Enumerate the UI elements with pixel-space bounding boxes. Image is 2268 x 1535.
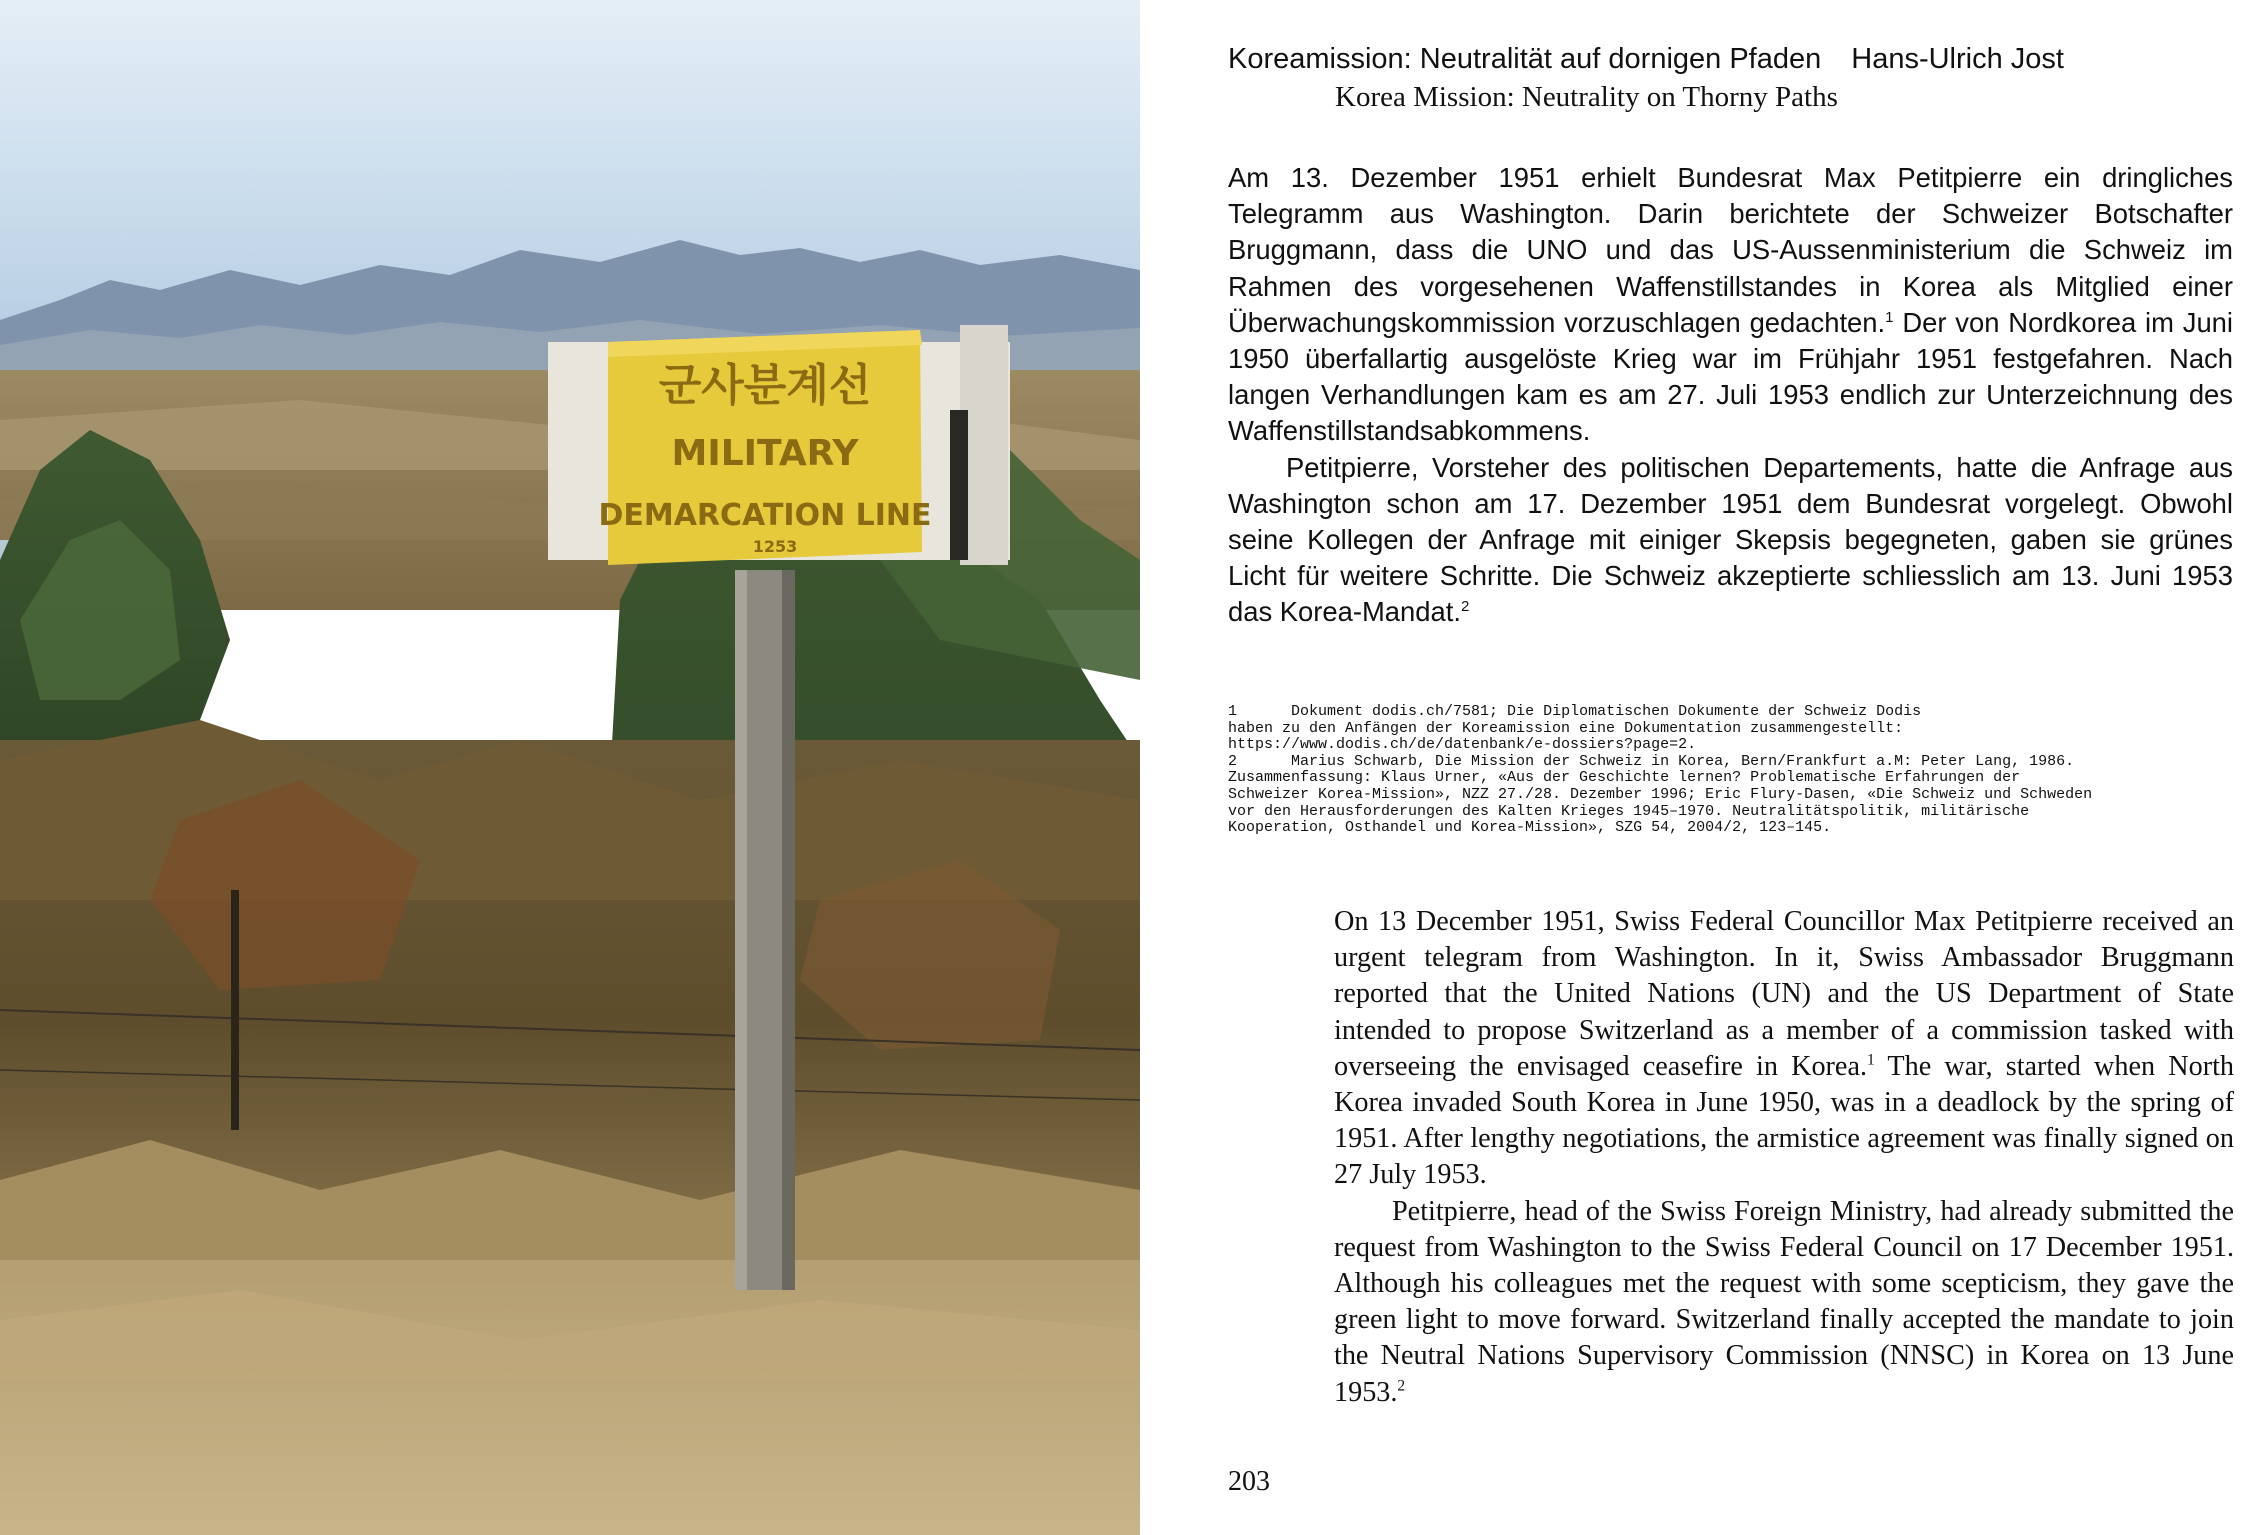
- footnote-ref-en-1: 1: [1867, 1051, 1875, 1069]
- paragraph-de-2: [1228, 450, 2233, 631]
- body-text-german: [1228, 160, 2233, 631]
- paragraph-de-2-text: Petitpierre, Vorsteher des politischen Departements, hatte die Anfrage aus Washington schon am 17. Dezember 1951 dem Bundesrat vorgelegt. Obwohl seine Kollegen der Anfrage mit einiger Skepsis begegneten, gaben sie grünes Licht für weitere Schritte. Die Schweiz akzeptierte schliesslich am 13. Juni 1953 das Korea-Mandat.: [1228, 451, 2233, 628]
- sign-number-text: 1253: [752, 537, 798, 556]
- sign-line2-text: DEMARCATION LINE: [598, 498, 932, 533]
- footnotes: [1228, 704, 2238, 837]
- footnote-ref-en-2: 2: [1397, 1377, 1406, 1395]
- paragraph-de-1-text: Am 13. Dezember 1951 erhielt Bundesrat Max Petitpierre ein dringliches Telegramm aus Washington. Darin berichtete der Schweizer Botschafter Bruggmann, dass die UNO und das US-Aussenministerium die Schweiz im Rahmen des vorgesehenen Waffenstillstandes in Korea als Mitglied einer Überwachungskommission vorzuschlagen gedachten.: [1228, 162, 2233, 338]
- paragraph-en-1: [1334, 904, 2234, 1194]
- paragraph-de-1-rest: Der von Nordkorea im Juni 1950 überfallartig ausgelöste Krieg war im Frühjahr 1951 festgefahren. Nach langen Verhandlungen kam es am 27. Juli 1953 endlich zur Unterzeichnung des Waffenstillstandsabkommens.: [1228, 306, 2233, 447]
- paragraph-de-1: [1228, 160, 2233, 450]
- footnote-1-number: 1: [1228, 703, 1238, 720]
- footnote-ref-1: 1: [1885, 308, 1894, 326]
- footnote-ref-2: 2: [1460, 598, 1470, 616]
- paragraph-en-2: [1334, 1194, 2234, 1411]
- chapter-title-de: Koreamission: Neutralität auf dornigen Pfaden: [1228, 43, 1822, 75]
- chapter-title-en: Korea Mission: Neutrality on Thorny Paths: [1335, 81, 1838, 113]
- page-number: 203: [1228, 1466, 1270, 1497]
- footnote-2-text: Marius Schwarb, Die Mission der Schweiz in Korea, Bern/Frankfurt a.M: Peter Lang, 1986. Zusammenfassung: Klaus Urner, «Aus der Geschichte lernen? Problematische Erfahrungen der Schweizer Korea-Mission», NZZ 27./28. Dezember 1996; Eric Flury-Dasen, «Die Schweiz und Schweden vor den Herausforderungen des Kalten Krieges 1945–1970. Neutralitätspolitik, militärische Kooperation, Osthandel und Korea-Mission», SZG 54, 2004/2, 123–145.: [1228, 752, 2093, 837]
- footnote-1: [1228, 704, 2238, 754]
- footnote-2-number: 2: [1228, 752, 1238, 770]
- author-name: Hans-Ulrich Jost: [1851, 43, 2064, 75]
- sign-line1-text: MILITARY: [671, 433, 859, 474]
- sign-korean-text: 군사분계선: [658, 360, 872, 411]
- footnote-2: [1228, 754, 2238, 837]
- footnote-1-text: Dokument dodis.ch/7581; Die Diplomatischen Dokumente der Schweiz Dodis haben zu den Anfängen der Koreamission eine Dokumentation zusammengestellt: https://www.dodis.ch/de/datenbank/e-dossiers?page=2.: [1228, 703, 1922, 754]
- paragraph-en-1-text: On 13 December 1951, Swiss Federal Councillor Max Petitpierre received an urgent telegram from Washington. In it, Swiss Ambassador Bruggmann reported that the United Nations (UN) and the US Department of State intended to propose Switzerland as a member of a commission tasked with overseeing the envisaged ceasefire in Korea.: [1334, 906, 2234, 1082]
- paragraph-en-1-rest: The war, started when North Korea invaded South Korea in June 1950, was in a deadlock by the spring of 1951. After lengthy negotiations, the armistice agreement was finally signed on 27 July 1953.: [1334, 1050, 2235, 1191]
- body-text-english: [1334, 904, 2234, 1411]
- running-header-de: [1228, 40, 2228, 78]
- paragraph-en-2-text: Petitpierre, head of the Swiss Foreign Ministry, had already submitted the request from Washington to the Swiss Federal Council on 17 December 1951. Although his colleagues met the request with some scepticism, they gave the green light to move forward. Switzerland finally accepted the mandate to join the Neutral Nations Supervisory Commission (NNSC) in Korea on 13 June 1953.: [1334, 1195, 2234, 1408]
